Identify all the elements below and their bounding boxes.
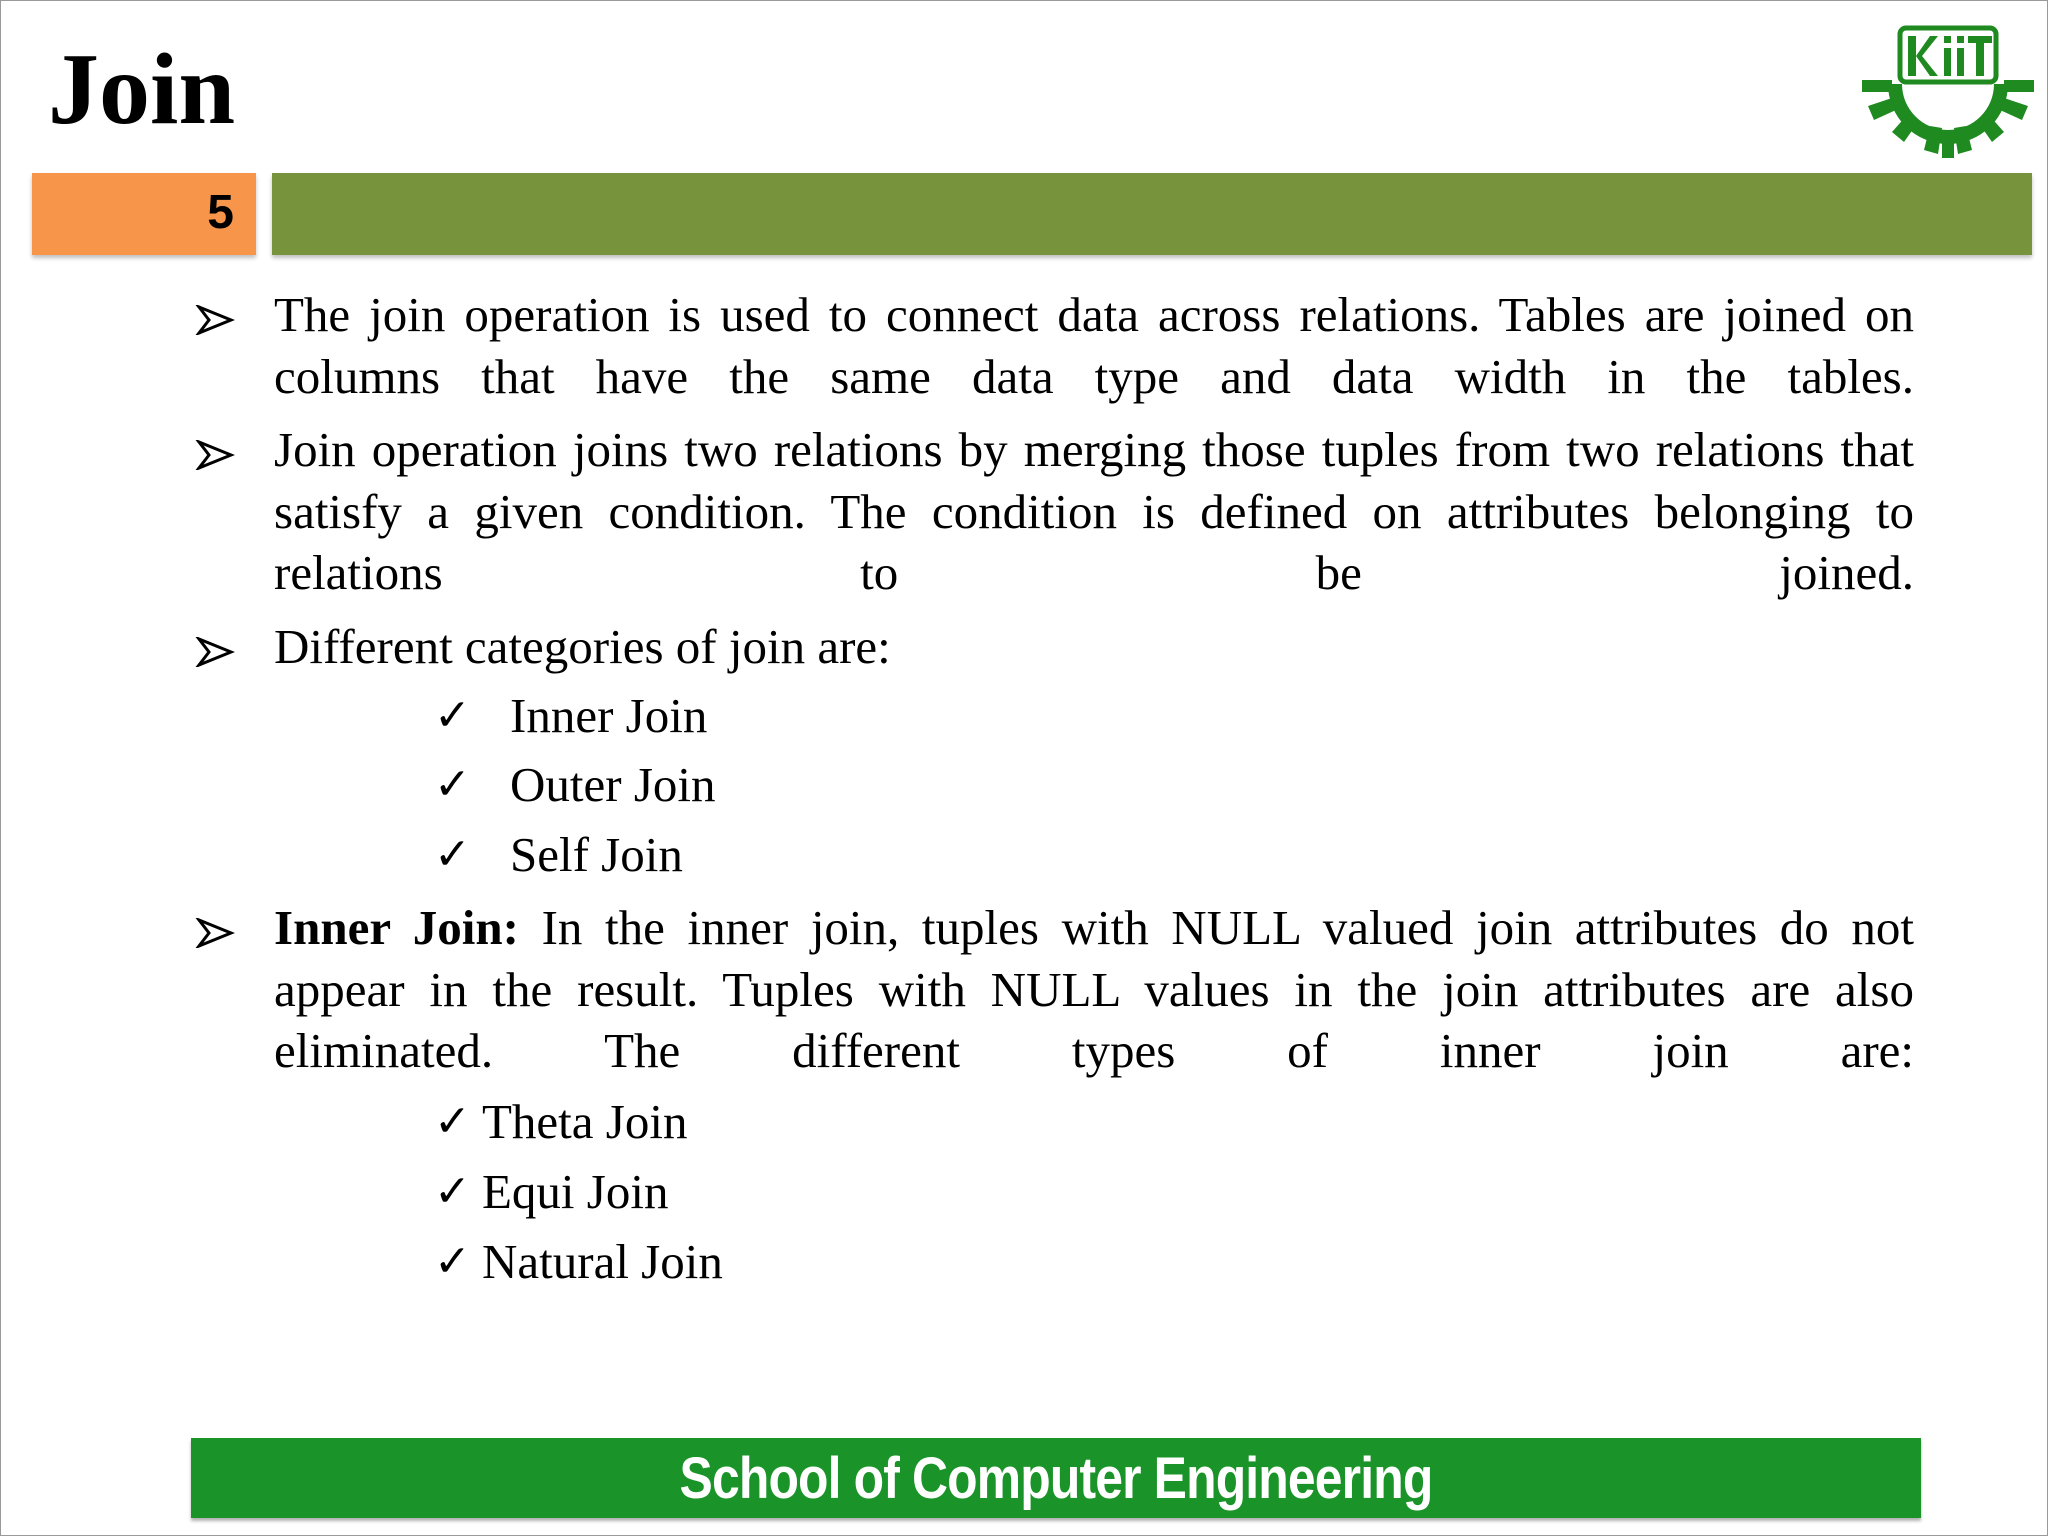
check-icon: ✓ bbox=[434, 1167, 471, 1216]
check-icon: ✓ bbox=[434, 760, 471, 809]
footer-bar bbox=[191, 1438, 1921, 1518]
check-icon: ✓ bbox=[434, 1097, 471, 1146]
title-accent-bar bbox=[272, 173, 2032, 255]
category-item-2: Outer Join bbox=[510, 757, 716, 812]
bullet-2-text: Join operation joins two relations by merging those tuples from two relations that satisfy a given condition. The condition is defined on attributes belonging to relations to be joined. bbox=[274, 422, 1914, 600]
arrow-bullet-icon bbox=[195, 637, 235, 667]
slide-title: Join bbox=[48, 33, 236, 146]
check-icon: ✓ bbox=[434, 1237, 471, 1286]
slide-number: 5 bbox=[207, 186, 234, 239]
kiit-logo-icon bbox=[1858, 22, 2038, 160]
arrow-bullet-icon bbox=[195, 305, 235, 335]
bullet-4-body: In the inner join, tuples with NULL valued join attributes do not appear in the result. Tuples with NULL values in the join attributes are also eliminated. The different types of inner join are: bbox=[274, 900, 1914, 1078]
arrow-bullet-icon bbox=[195, 440, 235, 470]
inner-join-type-1: Theta Join bbox=[482, 1094, 688, 1149]
arrow-bullet-icon bbox=[195, 918, 235, 948]
bullet-3-text: Different categories of join are: bbox=[274, 619, 891, 674]
slide-number-bar bbox=[32, 173, 256, 255]
category-item-3: Self Join bbox=[510, 827, 683, 882]
inner-join-type-3: Natural Join bbox=[482, 1234, 723, 1289]
footer-text: School of Computer Engineering bbox=[679, 1446, 1433, 1511]
inner-join-type-2: Equi Join bbox=[482, 1164, 669, 1219]
category-item-1: Inner Join bbox=[510, 688, 708, 743]
check-icon: ✓ bbox=[434, 691, 471, 740]
check-icon: ✓ bbox=[434, 830, 471, 879]
bullet-1-text: The join operation is used to connect data across relations. Tables are joined on columns that have the same data type and data width in the tables. bbox=[274, 287, 1914, 404]
bullet-4-heading: Inner Join: bbox=[274, 900, 519, 955]
